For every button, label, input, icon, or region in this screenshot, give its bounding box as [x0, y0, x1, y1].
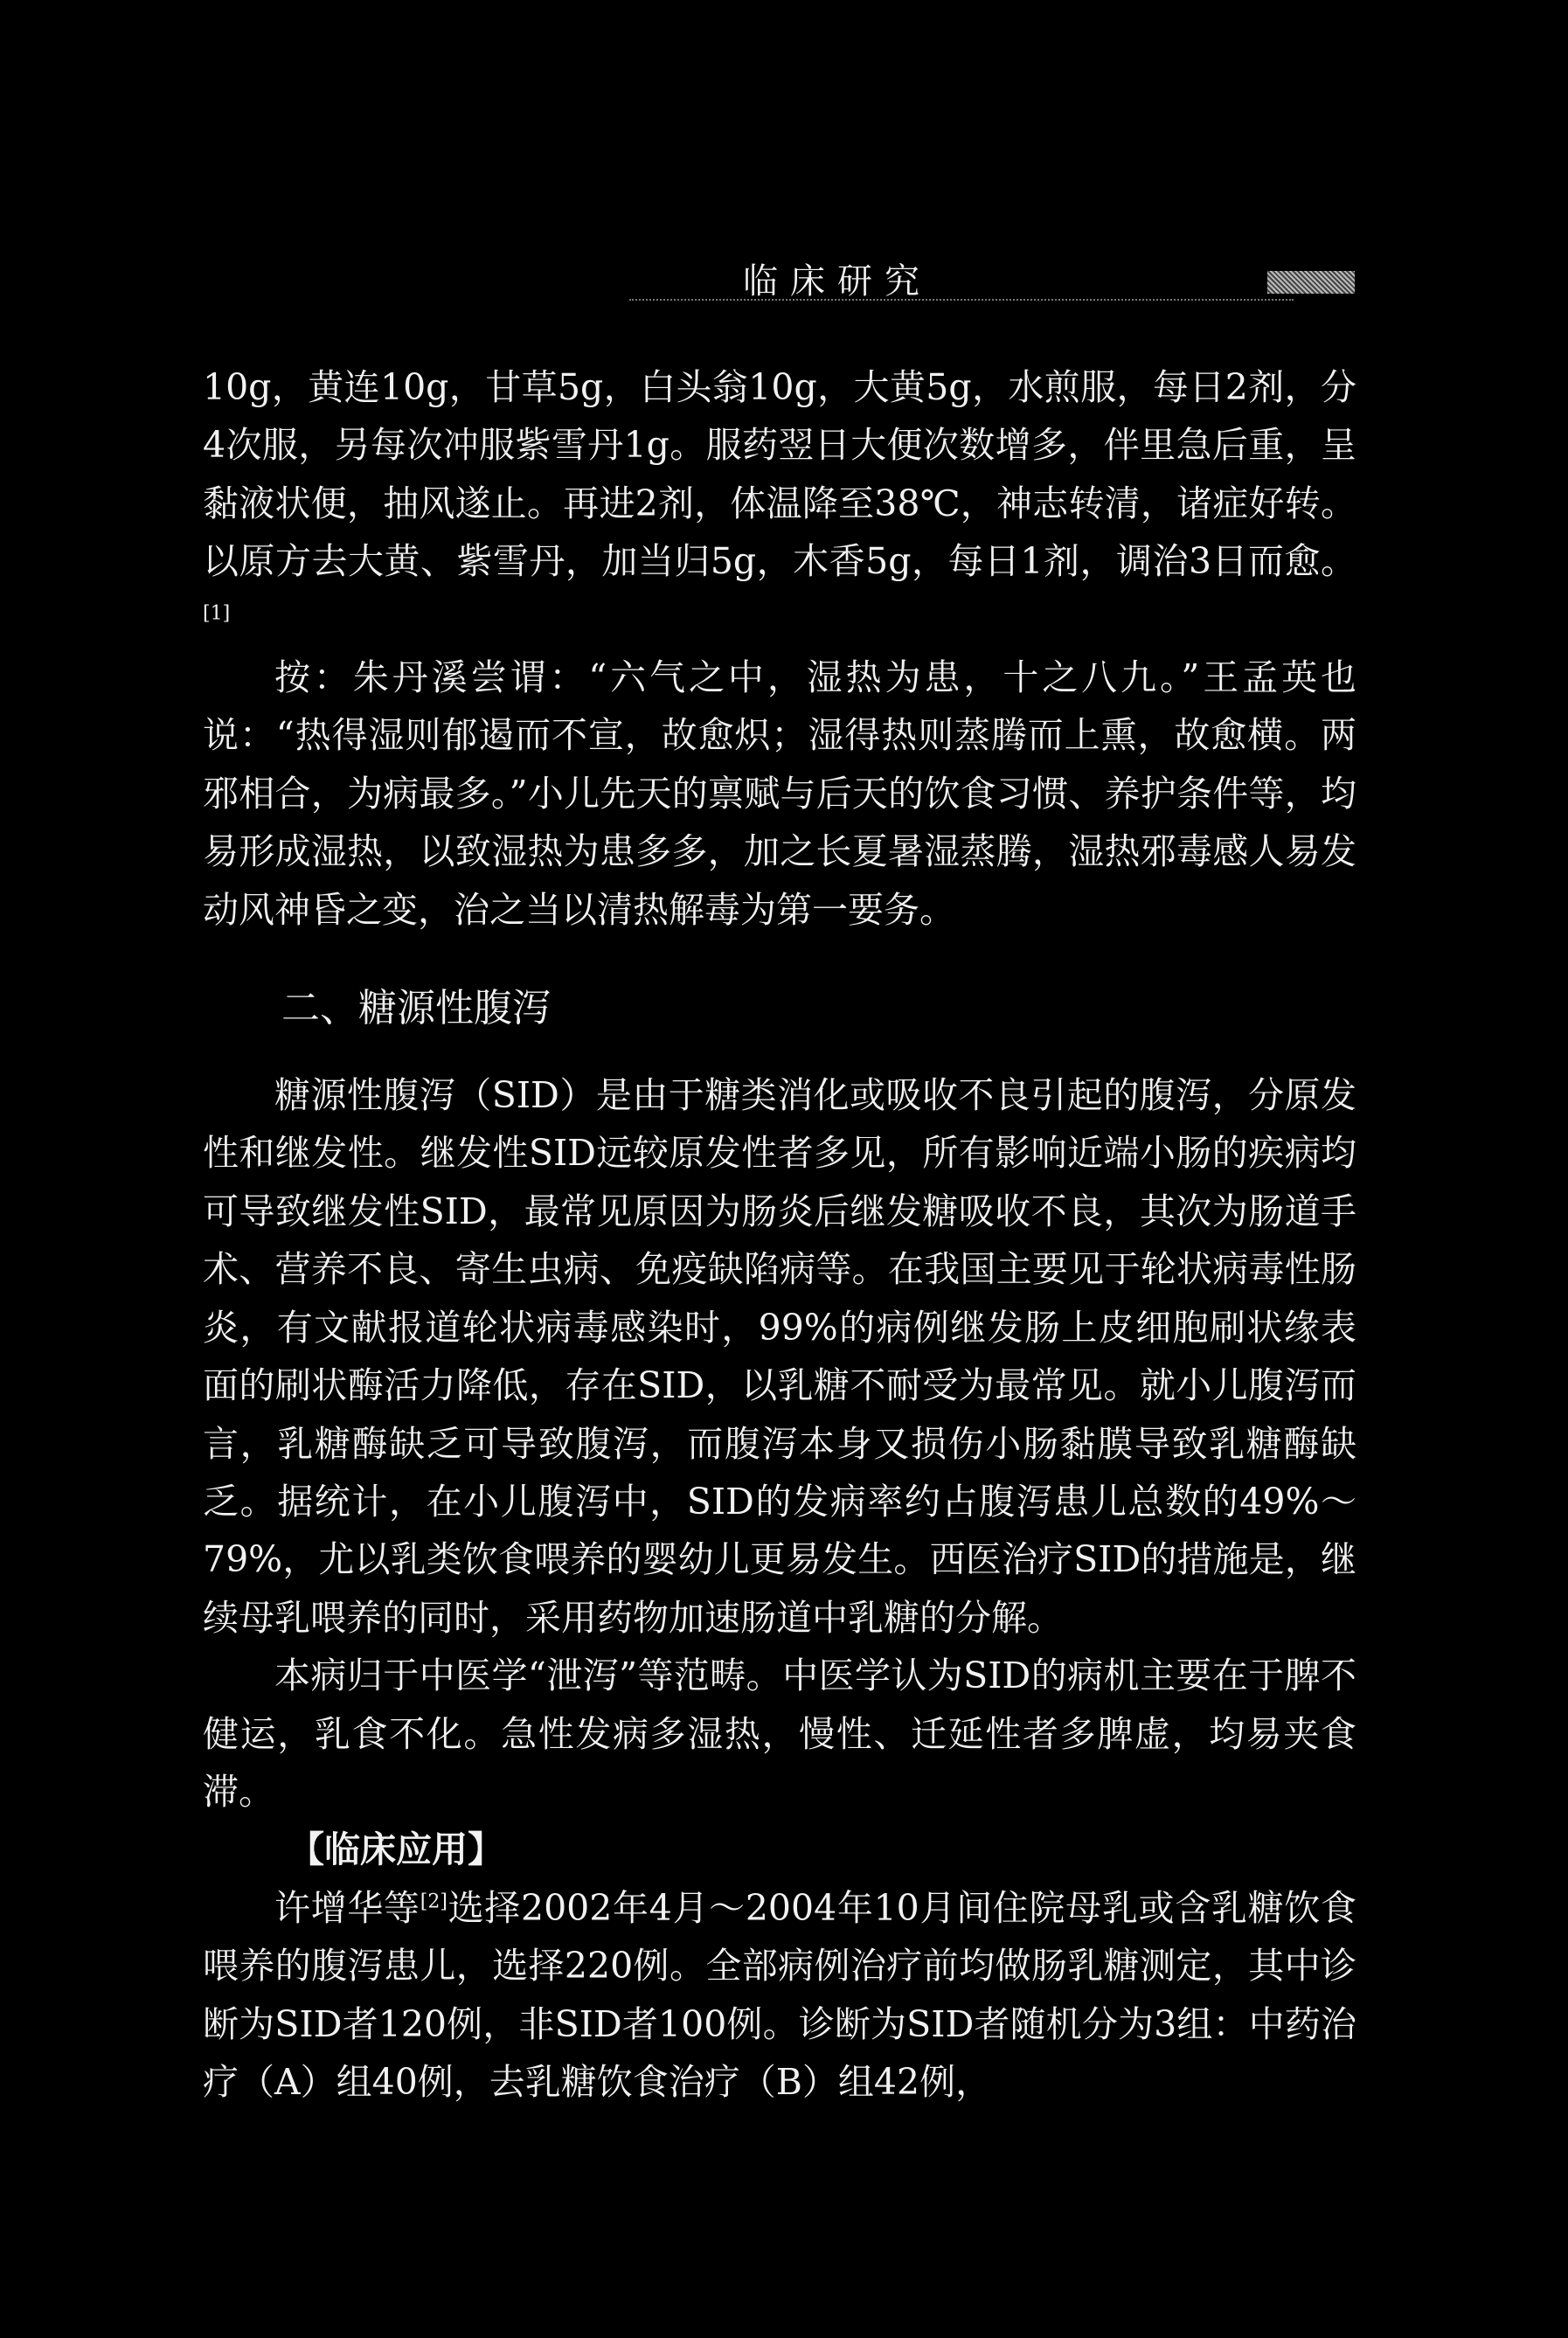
paragraph-sid-intro: 糖源性腹泻（SID）是由于糖类消化或吸收不良引起的腹泻，分原发性和继发性。继发性SID远较原发性者多见，所有影响近端小肠的疾病均可导致继发性SID，最常见原因为肠炎后继发糖吸收不良，其次为肠道手术、营养不良、寄生虫病、免疫缺陷病等。在我国主要见于轮状病毒性肠炎，有文献报道轮状病毒感染时，99%的病例继发肠上皮细胞刷状缘表面的刷状酶活力降低，存在SID，以乳糖不耐受为最常见。就小儿腹泻而言，乳糖酶缺乏可导致腹泻，而腹泻本身又损伤小肠黏膜导致乳糖酶缺乏。据统计，在小儿腹泻中，SID的发病率约占腹泻患儿总数的49%～79%，尤以乳类饮食喂养的婴幼儿更易发生。西医治疗SID的措施是，继续母乳喂养的同时，采用药物加速肠道中乳糖的分解。: [203, 1074, 1356, 1639]
header-ornament: [1267, 271, 1355, 294]
paragraph-tcm-view: 本病归于中医学“泄泻”等范畴。中医学认为SID的病机主要在于脾不健运，乳食不化。急性发病多湿热，慢性、迁延性者多脾虚，均易夹食滞。: [203, 1655, 1356, 1813]
reference-marker: [1]: [203, 601, 231, 624]
running-title: 临床研究: [743, 261, 932, 302]
paragraph-commentary: 按：朱丹溪尝谓：“六气之中，湿热为患，十之八九。”王孟英也说：“热得湿则郁遏而不宣，故愈炽；湿得热则蒸腾而上熏，故愈横。两邪相合，为病最多。”小儿先天的禀赋与后天的饮食习惯、养护条件等，均易形成湿热，以致湿热为患多多，加之长夏暑湿蒸腾，湿热邪毒感人易发动风神昏之变，治之当以清热解毒为第一要务。: [203, 656, 1356, 931]
paragraph-clinical-study: 许增华等[2]选择2002年4月～2004年10月间住院母乳或含乳糖饮食喂养的腹泻患儿，选择220例。全部病例治疗前均做肠乳糖测定，其中诊断为SID者120例，非SID者100例。诊断为SID者随机分为3组：中药治疗（A）组40例，去乳糖饮食治疗（B）组42例，: [203, 1886, 1356, 2103]
subsection-label: 【临床应用】: [288, 1828, 503, 1871]
running-header: [629, 253, 1355, 306]
header-rule: [629, 299, 1294, 301]
paragraph-case-continuation: 10g，黄连10g，甘草5g，白头翁10g，大黄5g，水煎服，每日2剂，分4次服，另每次冲服紫雪丹1g。服药翌日大便次数增多，伴里急后重，呈黏液状便，抽风遂止。再进2剂，体温降至38℃，神志转清，诸症好转。以原方去大黄、紫雪丹，加当归5g，木香5g，每日1剂，调治3日而愈。[1]: [203, 366, 1356, 624]
page-body: [203, 358, 1356, 2111]
section-heading: 二、糖源性腹泻: [281, 986, 551, 1031]
reference-marker: [2]: [420, 1891, 448, 1913]
